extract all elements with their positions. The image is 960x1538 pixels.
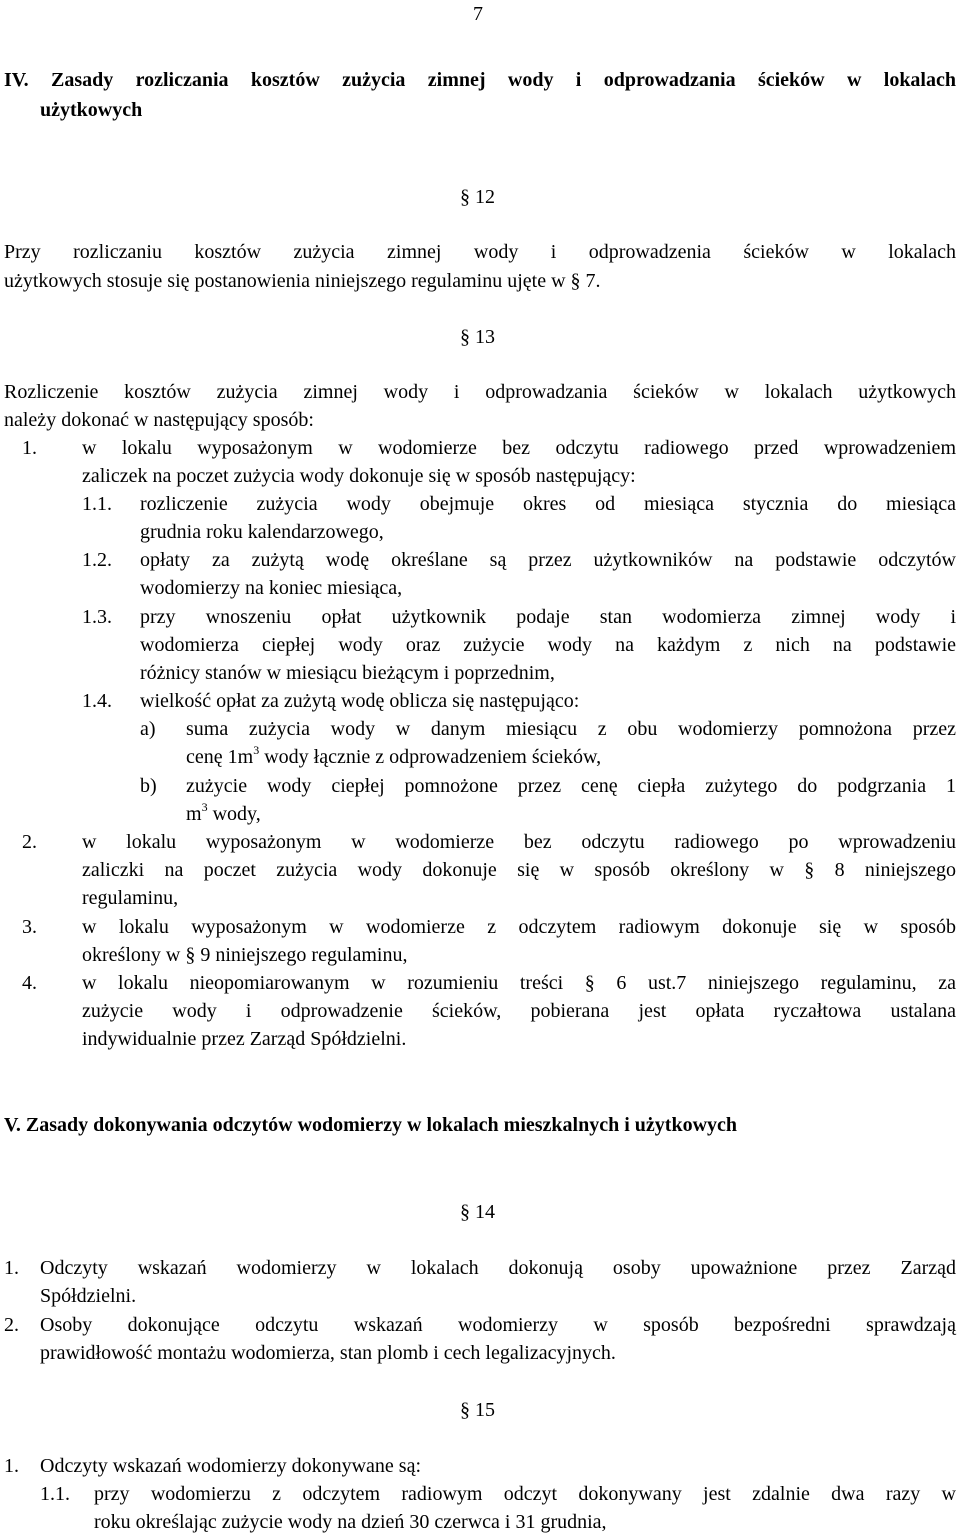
list-number: 1.1. xyxy=(82,493,112,515)
list-number: 4. xyxy=(22,972,37,994)
par13-item1-1-line2: grudnia roku kalendarzowego, xyxy=(140,521,384,543)
par15-item1-1-line2: roku określając zużycie wody na dzień 30 czerwca i 31 grudnia, xyxy=(94,1511,607,1533)
list-number: 1.4. xyxy=(82,690,112,712)
list-number: 1. xyxy=(4,1257,19,1279)
par13-item1-3-line2: wodomierza ciepłej wody oraz zużycie wody na każdym z nich na podstawie xyxy=(140,634,956,656)
par13-item4-line2: zużycie wody i odprowadzenie ścieków, pobierana jest opłata ryczałtowa ustalana xyxy=(82,1000,956,1022)
paragraph-13-mark: § 13 xyxy=(460,326,495,348)
par13-item2-line3: regulaminu, xyxy=(82,887,179,909)
par13-item1-1-line1: rozliczenie zużycia wody obejmuje okres od miesiąca stycznia do miesiąca xyxy=(140,493,956,515)
list-number: 1. xyxy=(4,1455,19,1477)
par13-item1-2-line1: opłaty za zużytą wodę określane są przez użytkowników na podstawie odczytów xyxy=(140,549,956,571)
par13-item4-line3: indywidualnie przez Zarząd Spółdzielni. xyxy=(82,1028,407,1050)
list-number: 2. xyxy=(4,1314,19,1336)
par14-item1-line2: Spółdzielni. xyxy=(40,1285,137,1307)
par15-item1-1-line1: przy wodomierzu z odczytem radiowym odczyt dokonywany jest zdalnie dwa razy w xyxy=(94,1483,956,1505)
par13-intro-line1: Rozliczenie kosztów zużycia zimnej wody i odprowadzania ścieków w lokalach użytkowych xyxy=(4,381,956,403)
list-number: 1.3. xyxy=(82,606,112,628)
par14-item2-line2: prawidłowość montażu wodomierza, stan plomb i cech legalizacyjnych. xyxy=(40,1342,616,1364)
section-4-heading-line1: IV. Zasady rozliczania kosztów zużycia zimnej wody i odprowadzania ścieków w lokalach xyxy=(4,69,956,91)
par13-item-a-line1: suma zużycia wody w danym miesiącu z obu wodomierzy pomnożona przez xyxy=(186,718,956,740)
list-number: 1.2. xyxy=(82,549,112,571)
paragraph-15-mark: § 15 xyxy=(460,1399,495,1421)
par12-line2: użytkowych stosuje się postanowienia niniejszego regulaminu ujęte w § 7. xyxy=(4,270,601,292)
par13-intro-line2: należy dokonać w następujący sposób: xyxy=(4,409,314,431)
par13-item2-line1: w lokalu wyposażonym w wodomierze bez odczytu radiowego po wprowadzeniu xyxy=(82,831,956,853)
par13-item2-line2: zaliczki na poczet zużycia wody dokonuje się w sposób określony w § 8 niniejszego xyxy=(82,859,956,881)
par13-item1-line1: w lokalu wyposażonym w wodomierze bez odczytu radiowego przed wprowadzeniem xyxy=(82,437,956,459)
par13-item4-line1: w lokalu nieopomiarowanym w rozumieniu treści § 6 ust.7 niniejszego regulaminu, za xyxy=(82,972,956,994)
par13-item-b-line1: zużycie wody ciepłej pomnożone przez cenę ciepła zużytego do podgrzania 1 xyxy=(186,775,956,797)
section-4-heading-line2: użytkowych xyxy=(40,99,143,121)
par13-item1-3-line3: różnicy stanów w miesiącu bieżącym i poprzednim, xyxy=(140,662,555,684)
paragraph-12-mark: § 12 xyxy=(460,186,495,208)
par12-line1: Przy rozliczaniu kosztów zużycia zimnej wody i odprowadzenia ścieków w lokalach xyxy=(4,241,956,263)
par13-item-a-line2: cenę $1m^3$ wody łącznie z odprowadzeniem ścieków, xyxy=(186,743,602,768)
par13-item-b-line2: $m^3$ wody, xyxy=(186,800,261,825)
list-number: 1. xyxy=(22,437,37,459)
list-letter: a) xyxy=(140,718,156,740)
section-5-heading: V. Zasady dokonywania odczytów wodomierzy w lokalach mieszkalnych i użytkowych xyxy=(4,1114,738,1136)
page-number: 7 xyxy=(473,3,483,25)
list-number: 1.1. xyxy=(40,1483,70,1505)
par13-item3-line2: określony w § 9 niniejszego regulaminu, xyxy=(82,944,408,966)
par14-item2-line1: Osoby dokonujące odczytu wskazań wodomierzy w sposób bezpośredni sprawdzają xyxy=(40,1314,956,1336)
list-letter: b) xyxy=(140,775,157,797)
par13-item1-4-line1: wielkość opłat za zużytą wodę oblicza się następująco: xyxy=(140,690,580,712)
list-number: 2. xyxy=(22,831,37,853)
par13-item1-line2: zaliczek na poczet zużycia wody dokonuje się w sposób następujący: xyxy=(82,465,636,487)
par15-item1-line1: Odczyty wskazań wodomierzy dokonywane są: xyxy=(40,1455,421,1477)
paragraph-14-mark: § 14 xyxy=(460,1201,495,1223)
par13-item1-3-line1: przy wnoszeniu opłat użytkownik podaje stan wodomierza zimnej wody i xyxy=(140,606,956,628)
list-number: 3. xyxy=(22,916,37,938)
par13-item1-2-line2: wodomierzy na koniec miesiąca, xyxy=(140,577,403,599)
par14-item1-line1: Odczyty wskazań wodomierzy w lokalach dokonują osoby upoważnione przez Zarząd xyxy=(40,1257,956,1279)
par13-item3-line1: w lokalu wyposażonym w wodomierze z odczytem radiowym dokonuje się w sposób xyxy=(82,916,956,938)
